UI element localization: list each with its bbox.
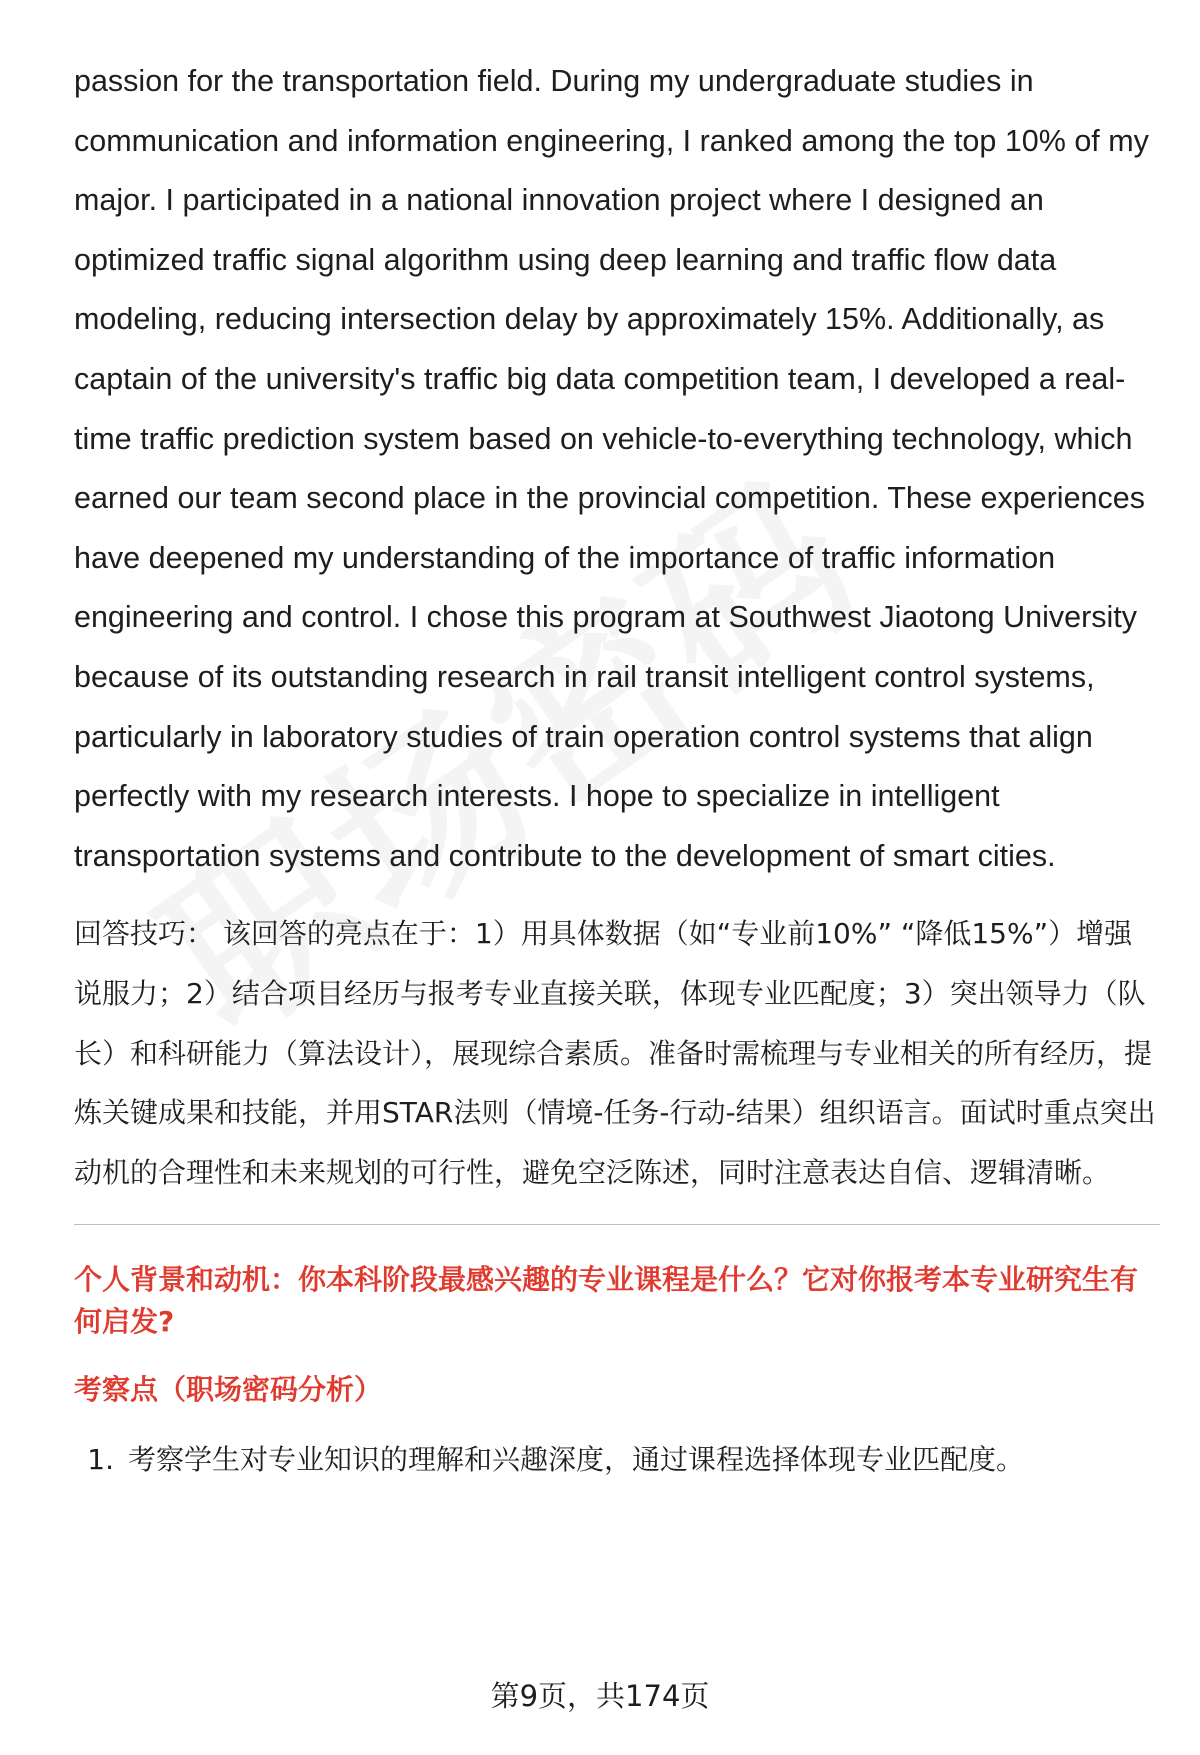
list-item-number: 1.: [87, 1443, 114, 1477]
intro-paragraph: passion for the transportation field. During my undergraduate studies in communication and information engineering, I ranked among the top 10% of my major. I participated in a national innovation project where I designed an optimized traffic signal algorithm using deep learning and traffic flow data modeling, reducing intersection delay by approximately 15%. Additionally, as captain of the university's traffic big data competition team, I developed a real-time traffic prediction system based on vehicle-to-everything technology, which earned our team second place in the provincial competition. These experiences have deepened my understanding of the importance of traffic information engineering and control. I chose this program at Southwest Jiaotong University because of its outstanding research in rail transit intelligent control systems, particularly in laboratory studies of train operation control systems that align perfectly with my research interests. I hope to specialize in intelligent transportation systems and contribute to the development of smart cities.: [74, 64, 1149, 873]
assessment-points-heading: 考察点（职场密码分析）: [74, 1373, 383, 1407]
page-number-footer: 第9页，共174页: [490, 1679, 710, 1713]
list-item: [74, 1439, 1160, 1481]
interview-question: 个人背景和动机：你本科阶段最感兴趣的专业课程是什么？它对你报考本专业研究生有何启发?: [74, 1263, 1139, 1339]
assessment-points-list: [74, 1439, 1160, 1481]
list-item-text: 考察学生对专业知识的理解和兴趣深度，通过课程选择体现专业匹配度。: [128, 1443, 1025, 1477]
section-divider: [74, 1224, 1160, 1225]
page-content: [74, 52, 1160, 1481]
answer-tips-paragraph: 回答技巧： 该回答的亮点在于：1）用具体数据（如“专业前10%” “降低15%”）增强说服力；2）结合项目经历与报考专业直接关联，体现专业匹配度；3）突出领导力（队长）和科研能力（算法设计），展现综合素质。准备时需梳理与专业相关的所有经历，提炼关键成果和技能，并用STAR法则（情境-任务-行动-结果）组织语言。面试时重点突出动机的合理性和未来规划的可行性，避免空泛陈述，同时注意表达自信、逻辑清晰。: [74, 917, 1156, 1189]
